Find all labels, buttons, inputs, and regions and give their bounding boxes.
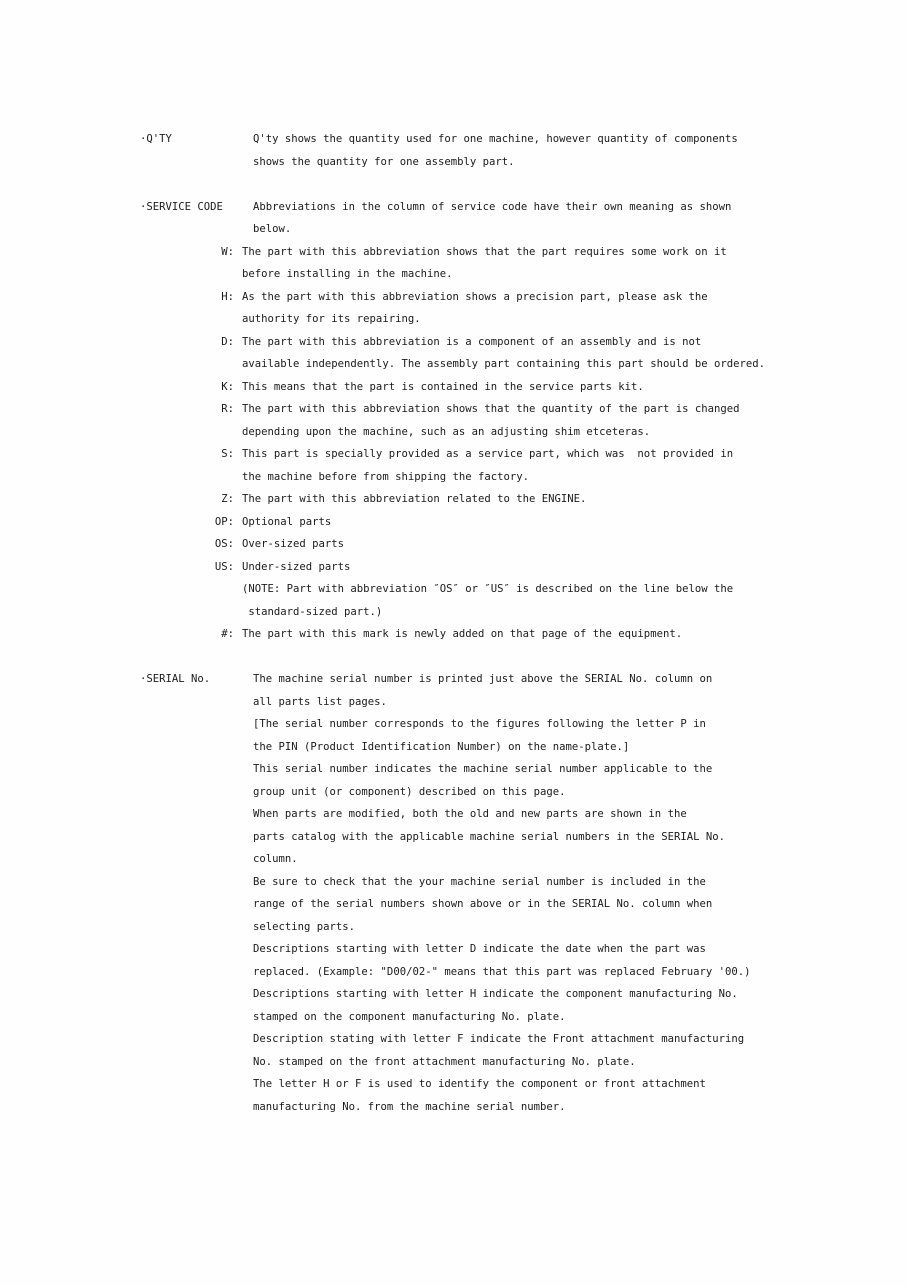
serial-desc-line: the PIN (Product Identification Number) on the name-plate.]	[253, 740, 630, 753]
serial-desc-line: group unit (or component) described on this page.	[253, 785, 566, 798]
serial-desc-line: Description stating with letter F indicate the Front attachment manufacturing	[253, 1033, 745, 1045]
text-line	[0, 493, 909, 516]
code-def-line: The part with this mark is newly added on that page of the equipment.	[242, 628, 683, 640]
code-label-s: S:	[221, 448, 234, 460]
text-line	[0, 201, 909, 224]
text-line	[0, 403, 909, 426]
qty-desc-line: Q'ty shows the quantity used for one machine, however quantity of components	[253, 133, 738, 145]
code-label-d: D:	[221, 335, 234, 348]
code-def-line: available independently. The assembly part containing this part should be ordered.	[242, 358, 765, 370]
serial-desc-line: The letter H or F is used to identify the component or front attachment	[253, 1078, 706, 1090]
term-qty: ·Q'TY	[140, 133, 172, 145]
serial-desc-line: selecting parts.	[253, 920, 356, 933]
text-line	[0, 561, 909, 584]
text-line	[0, 628, 909, 651]
text-line	[0, 336, 909, 359]
serial-desc-line: This serial number indicates the machine serial number applicable to the	[253, 763, 713, 775]
note-line: standard-sized part.)	[242, 605, 383, 618]
code-label-k: K:	[221, 380, 234, 393]
text-line	[0, 673, 909, 696]
serial-desc-line: range of the serial numbers shown above or in the SERIAL No. column when	[253, 898, 713, 910]
section-gap	[0, 178, 909, 201]
text-line	[0, 583, 909, 606]
text-line	[0, 943, 909, 966]
service-code-desc-line: Abbreviations in the column of service code have their own meaning as shown	[253, 200, 732, 213]
text-line	[0, 831, 909, 854]
text-line	[0, 741, 909, 764]
serial-desc-line: stamped on the component manufacturing No. plate.	[253, 1010, 566, 1023]
serial-desc-line: The machine serial number is printed just above the SERIAL No. column on	[253, 673, 713, 685]
text-line	[0, 381, 909, 404]
text-line	[0, 1011, 909, 1034]
text-line	[0, 853, 909, 876]
code-def-line: The part with this abbreviation is a component of an assembly and is not	[242, 335, 702, 348]
text-line	[0, 223, 909, 246]
text-line	[0, 696, 909, 719]
text-line	[0, 291, 909, 314]
text-line	[0, 1101, 909, 1124]
text-line	[0, 426, 909, 449]
text-line	[0, 921, 909, 944]
code-def-line: The part with this abbreviation shows that the part requires some work on it	[242, 245, 727, 258]
text-line	[0, 606, 909, 629]
text-line	[0, 156, 909, 179]
term-service-code: ·SERVICE CODE	[140, 200, 223, 213]
text-line	[0, 313, 909, 336]
text-line	[0, 786, 909, 809]
serial-desc-line: parts catalog with the applicable machine serial numbers in the SERIAL No.	[253, 830, 725, 843]
text-line	[0, 876, 909, 899]
code-def-line: As the part with this abbreviation shows a precision part, please ask the	[242, 290, 708, 303]
code-def-line: This part is specially provided as a service part, which was not provided in	[242, 448, 734, 460]
text-line	[0, 808, 909, 831]
code-def-line: This means that the part is contained in the service parts kit.	[242, 380, 644, 393]
code-def-line: Under-sized parts	[242, 560, 351, 573]
service-code-desc-line: below.	[253, 223, 292, 235]
serial-desc-line: [The serial number corresponds to the figures following the letter P in	[253, 718, 706, 730]
text-line	[0, 246, 909, 269]
text-line	[0, 471, 909, 494]
section-gap	[0, 651, 909, 674]
text-line	[0, 268, 909, 291]
code-label-op: OP:	[214, 515, 234, 528]
text-line	[0, 516, 909, 539]
text-line	[0, 358, 909, 381]
code-def-line: depending upon the machine, such as an adjusting shim etceteras.	[242, 425, 651, 438]
page-content	[0, 133, 909, 1123]
qty-desc-line: shows the quantity for one assembly part.	[253, 155, 515, 168]
text-line	[0, 1056, 909, 1079]
text-line	[0, 538, 909, 561]
code-label-z: Z:	[221, 493, 234, 505]
text-line	[0, 1033, 909, 1056]
code-def-line: authority for its repairing.	[242, 313, 421, 325]
code-label-us: US:	[214, 560, 234, 573]
text-line	[0, 763, 909, 786]
serial-desc-line: replaced. (Example: "D00/02-" means that this part was replaced February '00.)	[253, 965, 751, 978]
term-serial-no: ·SERIAL No.	[140, 673, 211, 685]
text-line	[0, 448, 909, 471]
code-label-w: W:	[221, 245, 234, 258]
text-line	[0, 718, 909, 741]
serial-desc-line: No. stamped on the front attachment manufacturing No. plate.	[253, 1055, 636, 1068]
code-def-line: Over-sized parts	[242, 538, 345, 550]
text-line	[0, 966, 909, 989]
code-def-line: The part with this abbreviation related to the ENGINE.	[242, 493, 587, 505]
code-def-line: Optional parts	[242, 515, 332, 528]
serial-desc-line: Be sure to check that the your machine serial number is included in the	[253, 875, 706, 888]
serial-desc-line: When parts are modified, both the old and new parts are shown in the	[253, 808, 687, 820]
serial-desc-line: column.	[253, 853, 298, 865]
code-def-line: The part with this abbreviation shows that the quantity of the part is changed	[242, 403, 740, 415]
text-line	[0, 988, 909, 1011]
code-label-hash: #:	[221, 628, 234, 640]
serial-desc-line: manufacturing No. from the machine serial number.	[253, 1100, 566, 1113]
code-label-h: H:	[221, 290, 234, 303]
serial-desc-line: Descriptions starting with letter H indicate the component manufacturing No.	[253, 988, 738, 1000]
note-line: (NOTE: Part with abbreviation ″OS″ or ″US″ is described on the line below the	[242, 583, 734, 595]
text-line	[0, 898, 909, 921]
serial-desc-line: Descriptions starting with letter D indicate the date when the part was	[253, 943, 706, 955]
code-def-line: before installing in the machine.	[242, 268, 453, 280]
code-label-r: R:	[221, 403, 234, 415]
code-def-line: the machine before from shipping the factory.	[242, 470, 530, 483]
code-label-os: OS:	[214, 538, 234, 550]
serial-desc-line: all parts list pages.	[253, 695, 387, 708]
text-line	[0, 1078, 909, 1101]
text-line	[0, 133, 909, 156]
